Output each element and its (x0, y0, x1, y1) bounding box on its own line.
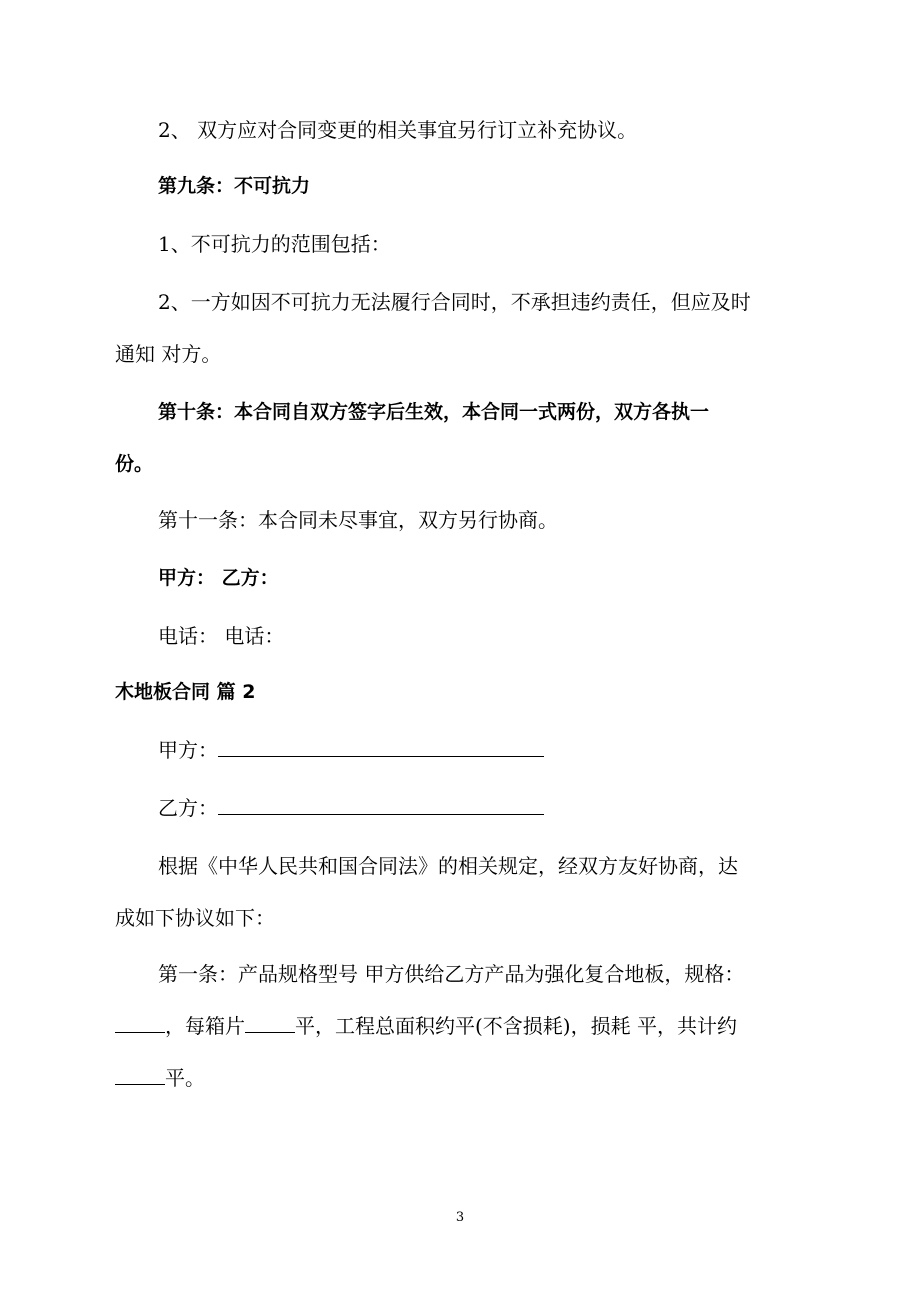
heading-article-9: 第九条：不可抗力 (158, 175, 311, 197)
spec-blank[interactable] (115, 1014, 165, 1033)
heading-article-10: 第十条：本合同自双方签字后生效，本合同一式两份，双方各执一 (158, 401, 710, 423)
heading-article-10-cont: 份。 (115, 453, 154, 475)
spec-text-b: 平，工程总面积约平(不含损耗)，损耗 平，共计约 (295, 1014, 737, 1038)
signature-phones: 电话： 电话： (158, 624, 285, 648)
paragraph-supplement: 2、 双方应对合同变更的相关事宜另行订立补充协议。 (158, 118, 638, 142)
party-b-label: 乙方： (158, 796, 218, 820)
paragraph-legal-basis: 根据《中华人民共和国合同法》的相关规定，经双方友好协商，达 (158, 854, 738, 878)
party-b-blank[interactable] (218, 796, 544, 815)
paragraph-article-11: 第十一条：本合同未尽事宜，双方另行协商。 (158, 508, 558, 532)
paragraph-legal-basis-cont: 成如下协议如下： (115, 906, 275, 930)
paragraph-article-1-cont (115, 1014, 737, 1038)
paragraph-article-1-end (115, 1066, 205, 1090)
paragraph-article-1: 第一条：产品规格型号 甲方供给乙方产品为强化复合地板，规格： (158, 962, 745, 986)
party-a-line (158, 738, 544, 762)
pieces-blank[interactable] (245, 1014, 295, 1033)
party-a-label: 甲方： (158, 738, 218, 762)
paragraph-force-majeure-liability-cont: 通知 对方。 (115, 342, 222, 366)
signature-parties: 甲方： 乙方： (158, 567, 279, 589)
total-blank[interactable] (115, 1066, 165, 1085)
page-number: 3 (455, 1210, 465, 1225)
total-text: 平。 (165, 1066, 205, 1090)
section-title-contract-2: 木地板合同 篇 2 (115, 681, 256, 703)
paragraph-force-majeure-liability: 2、一方如因不可抗力无法履行合同时，不承担违约责任，但应及时 (158, 290, 751, 314)
party-a-blank[interactable] (218, 738, 544, 757)
paragraph-force-majeure-scope: 1、不可抗力的范围包括： (158, 232, 391, 256)
party-b-line (158, 796, 544, 820)
spec-text-a: ，每箱片 (165, 1014, 245, 1038)
